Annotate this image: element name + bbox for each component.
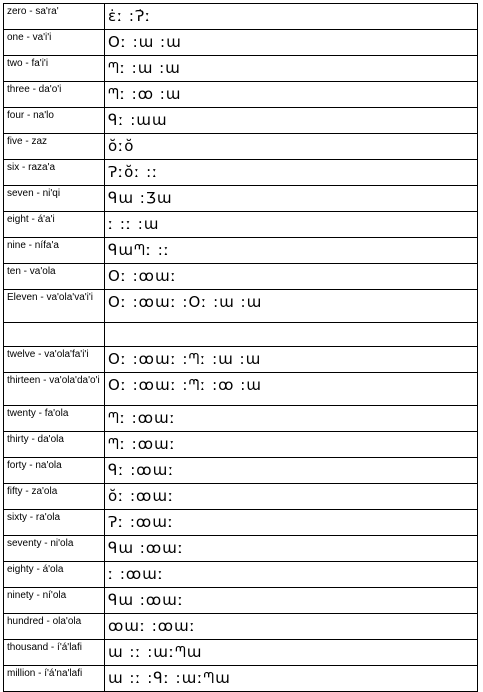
- table-row: [4, 56, 478, 82]
- number-name-cell: eight - á'a'i: [4, 212, 105, 238]
- number-name-cell: six - raza'a: [4, 160, 105, 186]
- table-row: [4, 212, 478, 238]
- table-row: [4, 347, 478, 373]
- script-cell: ː :ꝏɯː: [105, 562, 478, 588]
- script-cell: Oː :ɯ :ɯ: [105, 30, 478, 56]
- number-name-cell: seven - ni'qi: [4, 186, 105, 212]
- script-cell: ᑫɯ :Ʒɯ: [105, 186, 478, 212]
- script-cell: Oː :ꝏɯː :ᘉː :ɯ :ɯ: [105, 347, 478, 373]
- number-name-cell: three - da'o'i: [4, 82, 105, 108]
- table-row: [4, 562, 478, 588]
- table-row: [4, 536, 478, 562]
- table-row: [4, 30, 478, 56]
- script-cell: ː :ː :ɯ: [105, 212, 478, 238]
- table-row: [4, 4, 478, 30]
- number-name-cell: one - va'i'i: [4, 30, 105, 56]
- script-cell: Oː :ꝏɯː :ᘉ̇ː :ꝏ :ɯ: [105, 373, 478, 406]
- script-cell: ᑫː :ꝏɯː: [105, 458, 478, 484]
- script-cell: ᘉ̇ː :ꝏɯː: [105, 432, 478, 458]
- script-cell: ᘉː :ɯ :ɯ: [105, 56, 478, 82]
- script-cell: ᑫɯᘉː :ː: [105, 238, 478, 264]
- table-row: [4, 82, 478, 108]
- number-name-cell: ten - va'ola: [4, 264, 105, 290]
- number-name-cell: Eleven - va'ola'va'i'i: [4, 290, 105, 323]
- table-row: [4, 510, 478, 536]
- script-cell: ŏː :ꝏɯː: [105, 484, 478, 510]
- table-row: [4, 458, 478, 484]
- table-row: [4, 108, 478, 134]
- table-row: [4, 264, 478, 290]
- script-cell: ɯ :ː :ɯːᘉɯ: [105, 640, 478, 666]
- table-row: [4, 406, 478, 432]
- number-name-cell: [4, 323, 105, 347]
- number-name-cell: thousand - í'á'lafi: [4, 640, 105, 666]
- numbers-table: [3, 3, 478, 692]
- number-name-cell: forty - na'ola: [4, 458, 105, 484]
- script-cell: ŏːŏ: [105, 134, 478, 160]
- script-cell: ᑫː :ɯɯ: [105, 108, 478, 134]
- number-name-cell: four - na'lo: [4, 108, 105, 134]
- script-cell: Ɂːŏː :ː: [105, 160, 478, 186]
- table-row: [4, 373, 478, 406]
- script-cell: ɛ̇ː :Ɂ̇ː: [105, 4, 478, 30]
- number-name-cell: seventy - ni'ola: [4, 536, 105, 562]
- table-row: [4, 160, 478, 186]
- number-name-cell: sixty - ra'ola: [4, 510, 105, 536]
- script-cell: ᘉː :ꝏɯː: [105, 406, 478, 432]
- number-name-cell: million - í'á'na'lafi: [4, 666, 105, 692]
- number-name-cell: hundred - ola'ola: [4, 614, 105, 640]
- table-row: [4, 432, 478, 458]
- number-name-cell: fifty - za'ola: [4, 484, 105, 510]
- number-name-cell: twelve - va'ola'fa'i'i: [4, 347, 105, 373]
- script-cell: Ɂː :ꝏɯː: [105, 510, 478, 536]
- table-row: [4, 484, 478, 510]
- table-row: [4, 290, 478, 323]
- script-cell: ᑫɯ :ꝏɯː: [105, 588, 478, 614]
- script-cell: Oː :ꝏɯː: [105, 264, 478, 290]
- script-cell: [105, 323, 478, 347]
- table-row: [4, 588, 478, 614]
- script-cell: ᑫɯ :ꝏɯː: [105, 536, 478, 562]
- table-row: [4, 134, 478, 160]
- script-cell: ꝏɯː :ꝏɯː: [105, 614, 478, 640]
- number-name-cell: five - zaz: [4, 134, 105, 160]
- number-name-cell: nine - nífa'a: [4, 238, 105, 264]
- script-cell: Oː :ꝏɯː :Oː :ɯ :ɯ: [105, 290, 478, 323]
- table-row: [4, 640, 478, 666]
- table-row: [4, 238, 478, 264]
- number-name-cell: ninety - ní'ola: [4, 588, 105, 614]
- script-cell: ɯ :ː :ᑫː :ɯːᘉɯ: [105, 666, 478, 692]
- table-row-empty: [4, 323, 478, 347]
- number-name-cell: twenty - fa'ola: [4, 406, 105, 432]
- number-name-cell: zero - sa'ra': [4, 4, 105, 30]
- script-cell: ᘉ̇ː :ꝏ :ɯ: [105, 82, 478, 108]
- table-row: [4, 186, 478, 212]
- number-name-cell: thirteen - va'ola'da'o'i: [4, 373, 105, 406]
- number-name-cell: two - fa'i'i: [4, 56, 105, 82]
- number-name-cell: thirty - da'ola: [4, 432, 105, 458]
- number-name-cell: eighty - á'ola: [4, 562, 105, 588]
- table-row: [4, 614, 478, 640]
- table-row: [4, 666, 478, 692]
